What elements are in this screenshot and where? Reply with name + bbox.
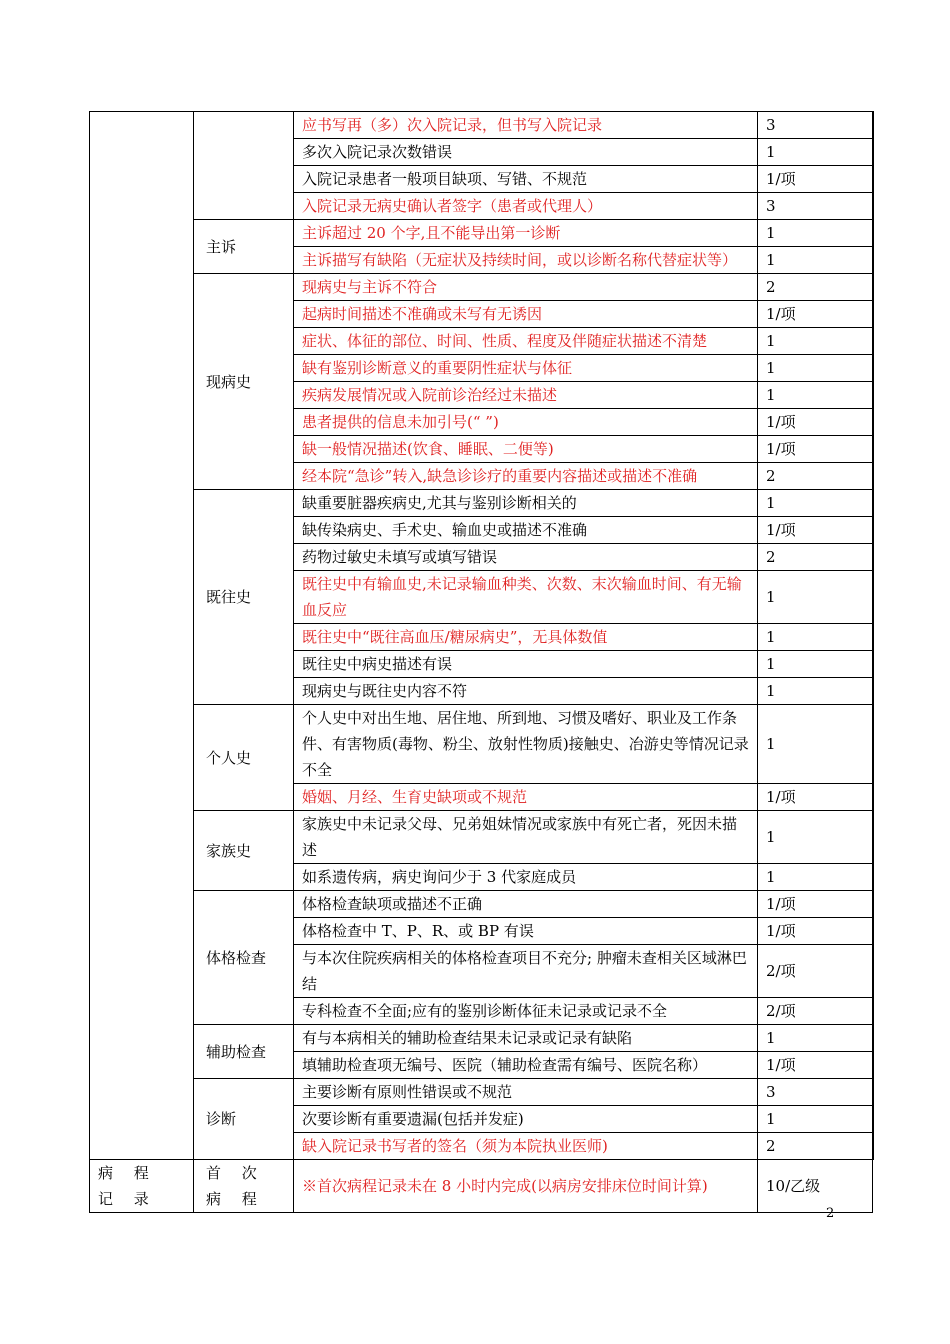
deduction-score: 2/项 (758, 998, 873, 1025)
deduction-score: 1 (758, 355, 873, 382)
criterion-text: 家族史中未记录父母、兄弟姐妹情况或家族中有死亡者，死因未描述 (294, 811, 758, 864)
table-row (90, 1160, 873, 1213)
criterion-text: 入院记录患者一般项目缺项、写错、不规范 (294, 166, 758, 193)
deduction-score: 1 (758, 811, 873, 864)
criterion-text: 主诉描写有缺陷（无症状及持续时间，或以诊断名称代替症状等） (294, 247, 758, 274)
table-row (90, 1025, 873, 1052)
category-cell (90, 112, 194, 1160)
table-row (90, 274, 873, 301)
deduction-score: 1 (758, 678, 873, 705)
deduction-score: 1 (758, 651, 873, 678)
criterion-text: 个人史中对出生地、居住地、所到地、习惯及嗜好、职业及工作条件、有害物质(毒物、粉尘、放射性物质)接触史、冶游史等情况记录不全 (294, 705, 758, 784)
criterion-text: 既往史中有输血史,未记录输血种类、次数、末次输血时间、有无输血反应 (294, 571, 758, 624)
deduction-score: 1/项 (758, 784, 873, 811)
deduction-score: 2 (758, 544, 873, 571)
criterion-text: ※首次病程记录未在 8 小时内完成(以病房安排床位时间计算) (294, 1160, 758, 1213)
section-label: 主诉 (194, 220, 294, 274)
deduction-score: 1/项 (758, 1052, 873, 1079)
table-row (90, 891, 873, 918)
deduction-score: 1/项 (758, 918, 873, 945)
deduction-score: 1 (758, 864, 873, 891)
deduction-score: 3 (758, 1079, 873, 1106)
deduction-score: 1 (758, 490, 873, 517)
criterion-text: 体格检查缺项或描述不正确 (294, 891, 758, 918)
deduction-score: 1/项 (758, 409, 873, 436)
section-label: 个人史 (194, 705, 294, 811)
deduction-score: 1/项 (758, 436, 873, 463)
criterion-text: 与本次住院疾病相关的体格检查项目不充分; 肿瘤未查相关区域淋巴结 (294, 945, 758, 998)
deduction-score: 2/项 (758, 945, 873, 998)
criterion-text: 缺入院记录书写者的签名（须为本院执业医师) (294, 1133, 758, 1160)
deduction-score: 1 (758, 571, 873, 624)
section-label (194, 112, 294, 220)
deduction-score: 10/乙级 (758, 1160, 873, 1213)
criterion-text: 经本院“急诊”转入,缺急诊诊疗的重要内容描述或描述不准确 (294, 463, 758, 490)
criterion-text: 既往史中病史描述有误 (294, 651, 758, 678)
criterion-text: 症状、体征的部位、时间、性质、程度及伴随症状描述不清楚 (294, 328, 758, 355)
category-cell: 病 程 记 录 (90, 1160, 194, 1213)
criterion-text: 婚姻、月经、生育史缺项或不规范 (294, 784, 758, 811)
criterion-text: 专科检查不全面;应有的鉴别诊断体征未记录或记录不全 (294, 998, 758, 1025)
deduction-score: 3 (758, 112, 873, 139)
deduction-score: 1 (758, 624, 873, 651)
criterion-text: 入院记录无病史确认者签字（患者或代理人） (294, 193, 758, 220)
deduction-score: 3 (758, 193, 873, 220)
deduction-score: 1/项 (758, 301, 873, 328)
criterion-text: 现病史与主诉不符合 (294, 274, 758, 301)
section-label: 体格检查 (194, 891, 294, 1025)
table-row (90, 1079, 873, 1106)
criterion-text: 疾病发展情况或入院前诊治经过未描述 (294, 382, 758, 409)
table-row (90, 220, 873, 247)
deduction-score: 1/项 (758, 517, 873, 544)
criterion-text: 填辅助检查项无编号、医院（辅助检查需有编号、医院名称） (294, 1052, 758, 1079)
criterion-text: 缺重要脏器疾病史,尤其与鉴别诊断相关的 (294, 490, 758, 517)
deduction-score: 2 (758, 463, 873, 490)
deduction-score: 1 (758, 328, 873, 355)
criterion-text: 现病史与既往史内容不符 (294, 678, 758, 705)
section-label: 首 次 病 程 (194, 1160, 294, 1213)
criterion-text: 缺一般情况描述(饮食、睡眠、二便等) (294, 436, 758, 463)
table-row (90, 490, 873, 517)
criterion-text: 药物过敏史未填写或填写错误 (294, 544, 758, 571)
section-label: 辅助检查 (194, 1025, 294, 1079)
deduction-score: 1/项 (758, 166, 873, 193)
scoring-table (89, 111, 874, 1213)
criterion-text: 起病时间描述不准确或未写有无诱因 (294, 301, 758, 328)
deduction-score: 1 (758, 220, 873, 247)
deduction-score: 1 (758, 139, 873, 166)
deduction-score: 2 (758, 1133, 873, 1160)
criterion-text: 应书写再（多）次入院记录，但书写入院记录 (294, 112, 758, 139)
page-number: 2 (826, 1206, 835, 1221)
criterion-text: 如系遗传病，病史询问少于 3 代家庭成员 (294, 864, 758, 891)
section-label: 现病史 (194, 274, 294, 490)
criterion-text: 缺有鉴别诊断意义的重要阴性症状与体征 (294, 355, 758, 382)
criterion-text: 体格检查中 T、P、R、或 BP 有误 (294, 918, 758, 945)
criterion-text: 缺传染病史、手术史、输血史或描述不准确 (294, 517, 758, 544)
criterion-text: 主诉超过 20 个字,且不能导出第一诊断 (294, 220, 758, 247)
section-label: 家族史 (194, 811, 294, 891)
criterion-text: 有与本病相关的辅助检查结果未记录或记录有缺陷 (294, 1025, 758, 1052)
criterion-text: 多次入院记录次数错误 (294, 139, 758, 166)
deduction-score: 1 (758, 705, 873, 784)
deduction-score: 1/项 (758, 891, 873, 918)
table-row (90, 112, 873, 139)
criterion-text: 既往史中“既往高血压/糖尿病史”，无具体数值 (294, 624, 758, 651)
criterion-text: 患者提供的信息未加引号(“ ”) (294, 409, 758, 436)
criterion-text: 主要诊断有原则性错误或不规范 (294, 1079, 758, 1106)
deduction-score: 1 (758, 247, 873, 274)
table-row (90, 705, 873, 784)
section-label: 诊断 (194, 1079, 294, 1160)
deduction-score: 1 (758, 1106, 873, 1133)
deduction-score: 2 (758, 274, 873, 301)
deduction-score: 1 (758, 382, 873, 409)
table-row (90, 811, 873, 864)
section-label: 既往史 (194, 490, 294, 705)
criterion-text: 次要诊断有重要遗漏(包括并发症) (294, 1106, 758, 1133)
deduction-score: 1 (758, 1025, 873, 1052)
